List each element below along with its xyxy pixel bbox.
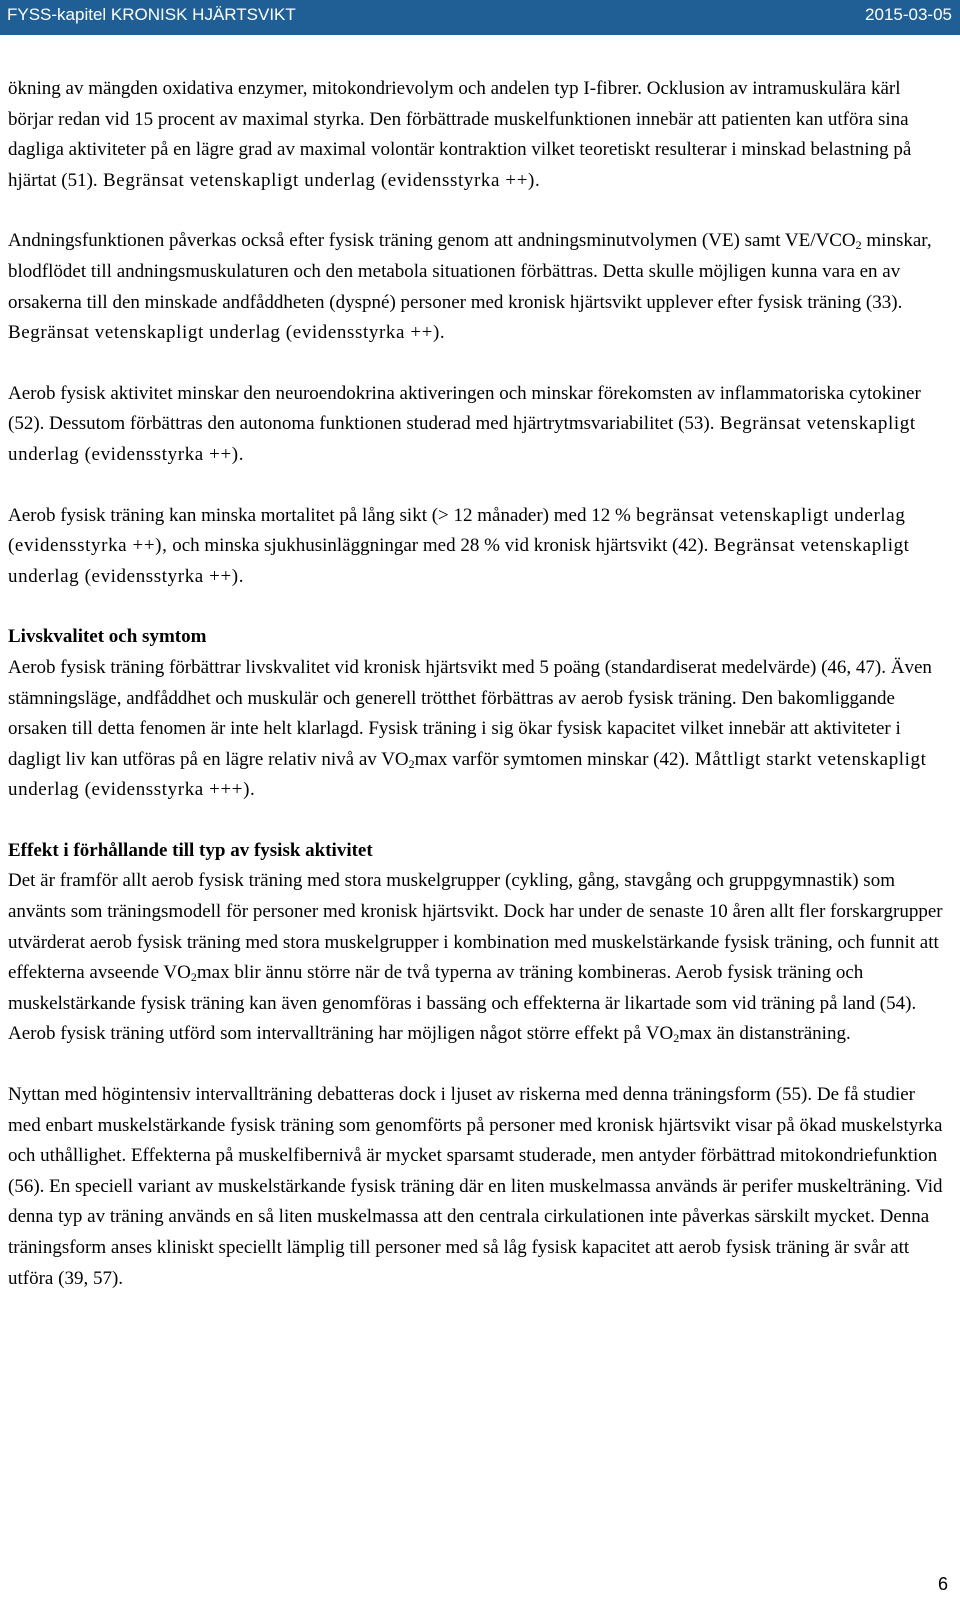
paragraph-respiratory-function xyxy=(8,226,948,348)
paragraph-text: max varför symtomen minskar (42). xyxy=(414,748,690,770)
paragraph-text: och minska sjukhusinläggningar med 28 % vid kronisk hjärtsvikt (42). xyxy=(167,535,709,557)
paragraph-text: ökning av mängden oxidativa enzymer, mitokondrievolym och andelen typ I-fibrer. Ocklusion av intramuskulära kärl börjar redan vid 15 procent av maximal styrka. Den förbättrade muskelfunktionen innebär att patienten kan utföra sina dagliga aktiviteter på en lägre grad av maximal volontär kontraktion vilket teoretiskt resulterar i minskad belastning på hjärtat (51). xyxy=(8,78,912,191)
paragraph-text: minskar, blodflödet till andningsmuskulaturen och den metabola situationen förbättras. Detta skulle möjligen kunna vara en av orsakerna till den minskade andfåddheten (dyspné) personer med kronisk hjärtsvikt upplever efter fysisk träning (33). xyxy=(8,230,932,313)
header-date: 2015-03-05 xyxy=(865,5,952,24)
paragraph-text: Aerob fysisk träning förbättrar livskvalitet vid kronisk hjärtsvikt med 5 poäng (standardiserat medelvärde) (46, 47). Även stämningsläge, andfåddhet och muskulär och generell trötthet förbättras av aerob fysisk träning. Den bakomliggande orsaken till detta fenomen är inte helt klarlagd. Fysisk träning i sig ökar fysisk kapacitet vilket innebär att aktiviteter i dagligt liv kan utföras på en lägre relativ nivå av VO xyxy=(8,656,932,770)
paragraph-muscle-function xyxy=(8,74,948,196)
paragraph-activity-type xyxy=(8,866,948,1050)
document-body xyxy=(8,74,948,1324)
paragraph-text: max än distansträning. xyxy=(679,1023,851,1045)
paragraph-text: Andningsfunktionen påverkas också efter fysisk träning genom att andningsminutvolymen (VE) samt VE/VCO xyxy=(8,230,856,252)
page-number: 6 xyxy=(937,1574,948,1594)
paragraph-text: max blir ännu större när de två typerna av träning kombineras. Aerob fysisk träning och muskelstärkande fysisk träning kan även genomföras i bassäng och effekterna är likartade som vid träning på land (54). Aerob fysisk träning utförd som intervallträning har möjligen något större effekt på VO xyxy=(8,962,917,1045)
evidence-note: Begränsat vetenskapligt underlag (evidensstyrka ++). xyxy=(8,322,446,344)
paragraph-text: Aerob fysisk träning kan minska mortalitet på lång sikt (> 12 månader) med 12 % xyxy=(8,504,631,526)
section-heading-activity-type: Effekt i förhållande till typ av fysisk aktivitet xyxy=(8,839,373,861)
subscript: 2 xyxy=(408,756,415,771)
paragraph-text: Nyttan med högintensiv intervallträning debatteras dock i ljuset av riskerna med denna träningsform (55). De få studier med enbart muskelstärkande fysisk träning som genomförts på personer med kronisk hjärtsvikt visar på ökad muskelstyrka och uthållighet. Effekterna på muskelfibernivå är mycket sparsamt studerade, men antyder förbättrad mitokondriefunktion (56). En speciell variant av muskelstärkande fysisk träning där en liten muskelmassa används är perifer muskelträning. Vid denna typ av träning används en så liten muskelmassa att den centrala cirkulationen inte påverkas särskilt mycket. Denna träningsform anses kliniskt speciellt lämplig till personer med så låg fysisk kapacitet att aerob fysisk träning är svår att utföra (39, 57). xyxy=(8,1084,943,1289)
evidence-note: Begränsat vetenskapligt underlag (evidensstyrka ++). xyxy=(8,535,910,587)
paragraph-quality-of-life xyxy=(8,653,948,806)
paragraph-text: Det är framför allt aerob fysisk träning med stora muskelgrupper (cykling, gång, stavgång och gruppgymnastik) som använts som träningsmodell för personer med kronisk hjärtsvikt. Dock har under de senaste 10 åren allt fler forskargrupper utvärderat aerob fysisk träning med stora muskelgrupper i kombination med muskelstärkande fysisk träning, och funnit att effekterna avseende VO xyxy=(8,870,943,984)
evidence-note: begränsat vetenskapligt underlag (evidensstyrka ++), xyxy=(8,504,906,557)
paragraph-neuroendocrine xyxy=(8,379,948,471)
header-bar xyxy=(0,0,960,35)
section-heading-quality-of-life: Livskvalitet och symtom xyxy=(8,626,207,648)
paragraph-interval-training xyxy=(8,1080,948,1294)
evidence-note: Begränsat vetenskapligt underlag (evidensstyrka ++). xyxy=(97,169,541,191)
evidence-note: Måttligt starkt vetenskapligt underlag (evidensstyrka +++). xyxy=(8,748,927,801)
subscript: 2 xyxy=(673,1031,680,1046)
header-title: FYSS-kapitel KRONISK HJÄRTSVIKT xyxy=(7,5,296,24)
paragraph-text: Aerob fysisk aktivitet minskar den neuroendokrina aktiveringen och minskar förekomsten av inflammatoriska cytokiner (52). Dessutom förbättras den autonoma funktionen studerad med hjärtrytmsvariabilitet (53). xyxy=(8,382,921,435)
subscript: 2 xyxy=(855,238,862,253)
evidence-note: Begränsat vetenskapligt underlag (evidensstyrka ++). xyxy=(8,413,916,465)
subscript: 2 xyxy=(190,970,197,985)
paragraph-mortality xyxy=(8,501,948,593)
